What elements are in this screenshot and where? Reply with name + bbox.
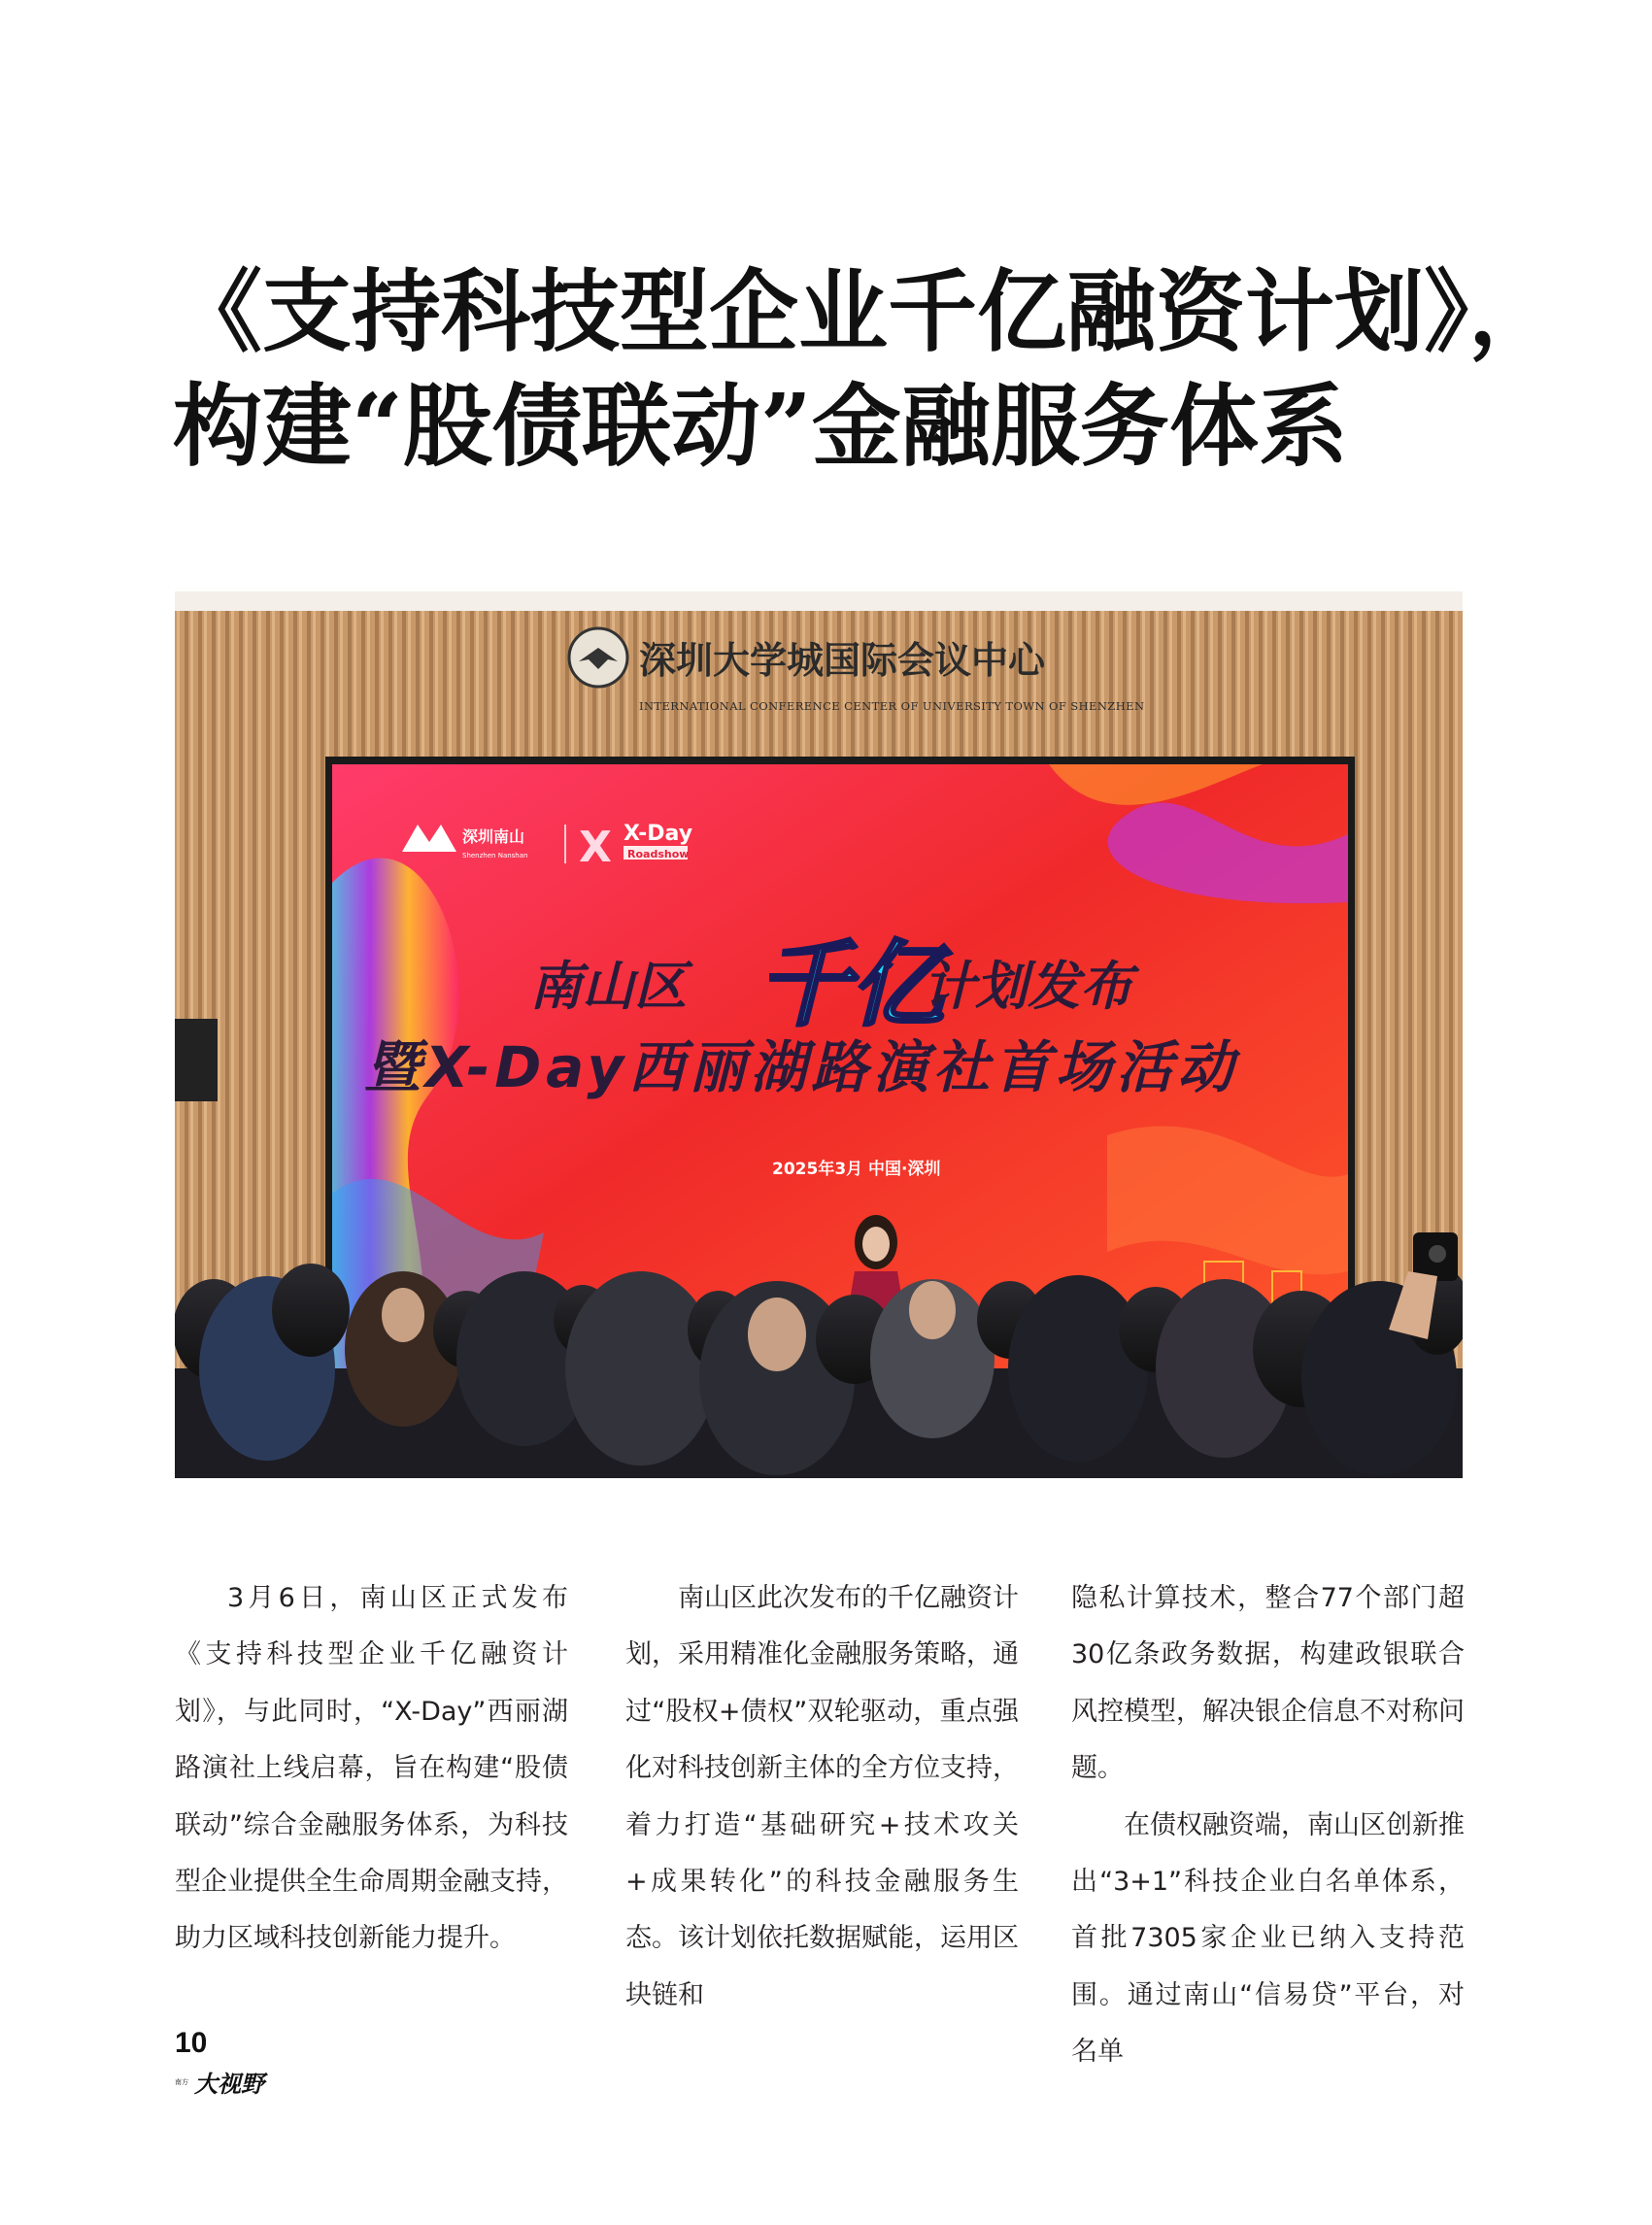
screen-line1-b: 计划发布 — [923, 956, 1132, 1017]
logo-nanshan-en: Shenzhen Nanshan — [462, 852, 528, 860]
logo-nanshan-cn: 深圳南山 — [462, 827, 525, 846]
screen-date: 2025年3月 中国·深圳 — [772, 1160, 941, 1179]
logo-xday: X-Day — [624, 822, 693, 846]
headline-line-2: 构建“股债联动”金融服务体系 — [173, 374, 1348, 479]
article-column-2 — [625, 1570, 1019, 2024]
paragraph: 南山区此次发布的千亿融资计划，采用精准化金融服务策略，通过“股权+债权”双轮驱动，重点强化对科技创新主体的全方位支持，着力打造“基础研究+技术攻关+成果转化”的科技金融服务生态。该计划依托数据赋能，运用区块链和 — [625, 1583, 1019, 2010]
article-column-3 — [1071, 1570, 1465, 2081]
logo-roadshow: Roadshow — [627, 848, 690, 860]
magazine-logo — [175, 2065, 264, 2099]
venue-name-en: INTERNATIONAL CONFERENCE CENTER OF UNIVERSITY TOWN OF SHENZHEN — [639, 699, 1144, 713]
event-photo — [175, 591, 1463, 1478]
article-column-1 — [175, 1570, 568, 1968]
headline — [173, 254, 1562, 484]
headline-line-1: 《支持科技型企业千亿融资计划》， — [173, 259, 1559, 364]
page-number: 10 — [175, 2027, 208, 2059]
screen-line1-a: 南山区 — [529, 956, 687, 1017]
venue-name-cn: 深圳大学城国际会议中心 — [639, 638, 1046, 682]
screen-line1-big: 千亿 — [758, 930, 944, 1039]
magazine-name: 大视野 — [194, 2070, 264, 2098]
paragraph: 在债权融资端，南山区创新推出“3+1”科技企业白名单体系，首批7305家企业已纳入支持范围。通过南山“信易贷”平台，对名单 — [1071, 1809, 1465, 2068]
screen-line2: 暨X-Day西丽湖路演社首场活动 — [364, 1034, 1233, 1100]
paragraph-continued: 隐私计算技术，整合77个部门超30亿条政务数据，构建政银联合风控模型，解决银企信息不对称问题。 — [1071, 1583, 1465, 1784]
magazine-small-label: 南方 — [175, 2077, 188, 2086]
paragraph: 3月6日，南山区正式发布《支持科技型企业千亿融资计划》，与此同时，“X-Day”西丽湖路演社上线启幕，旨在构建“股债联动”综合金融服务体系，为科技型企业提供全生命周期金融支持，助力区域科技创新能力提升。 — [175, 1583, 568, 1954]
logo-x: X — [579, 823, 612, 872]
